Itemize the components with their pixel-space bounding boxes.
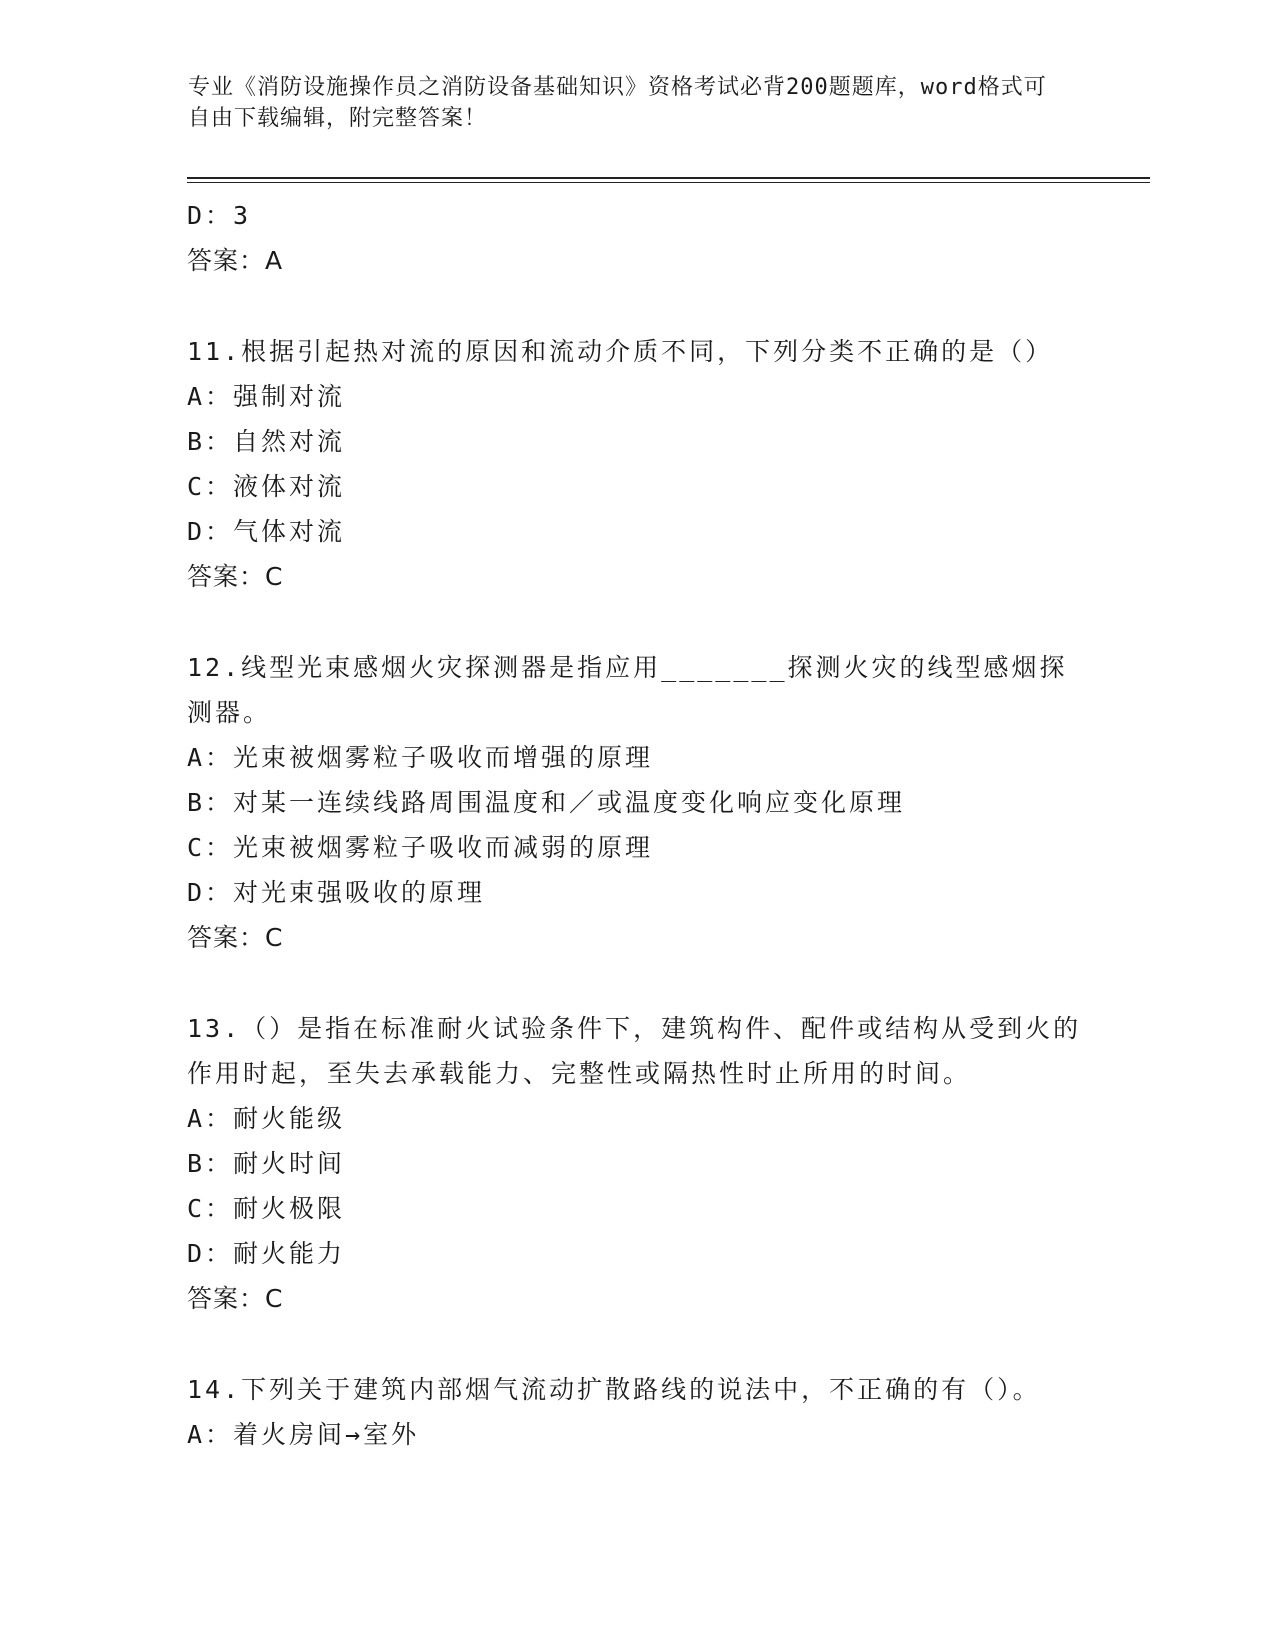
question-stem-14: 14.下列关于建筑内部烟气流动扩散路线的说法中，不正确的有（）。 — [187, 1375, 1041, 1404]
question-stem-13: 13.（）是指在标准耐火试验条件下，建筑构件、配件或结构从受到火的作用时起，至失去承载能力、完整性或隔热性时止所用的时间。 — [187, 1014, 1082, 1088]
option-c: C：光束被烟雾粒子吸收而减弱的原理 — [187, 833, 654, 862]
spacer — [187, 599, 1087, 645]
header-divider-thin — [187, 182, 1150, 183]
spacer — [187, 960, 1087, 1006]
option-d: D：对光束强吸收的原理 — [187, 878, 486, 907]
answer-line: 答案：A — [187, 246, 284, 275]
spacer — [187, 283, 1087, 329]
answer-line: 答案：C — [187, 562, 284, 591]
option-d: D：3 — [187, 201, 252, 230]
question-content — [187, 193, 1087, 1457]
document-header-title: 专业《消防设施操作员之消防设备基础知识》资格考试必背200题题库，word格式可自由下载编辑，附完整答案！ — [188, 75, 1047, 131]
spacer — [187, 1321, 1087, 1367]
option-a: A：耐火能级 — [187, 1104, 346, 1133]
option-a: A：强制对流 — [187, 382, 346, 411]
option-b: B：对某一连续线路周围温度和／或温度变化响应变化原理 — [187, 788, 906, 817]
answer-line: 答案：C — [187, 1284, 284, 1313]
header-divider-thick — [187, 177, 1150, 179]
option-c: C：液体对流 — [187, 472, 346, 501]
question-stem-12: 12.线型光束感烟火灾探测器是指应用_______探测火灾的线型感烟探测器。 — [187, 653, 1068, 727]
option-a: A：着火房间→室外 — [187, 1420, 420, 1449]
answer-line: 答案：C — [187, 923, 284, 952]
question-stem-11: 11.根据引起热对流的原因和流动介质不同，下列分类不正确的是（） — [187, 337, 1054, 366]
option-b: B：耐火时间 — [187, 1149, 346, 1178]
option-d: D：耐火能力 — [187, 1239, 346, 1268]
option-d: D：气体对流 — [187, 517, 346, 546]
option-b: B：自然对流 — [187, 427, 346, 456]
option-a: A：光束被烟雾粒子吸收而增强的原理 — [187, 743, 654, 772]
option-c: C：耐火极限 — [187, 1194, 346, 1223]
